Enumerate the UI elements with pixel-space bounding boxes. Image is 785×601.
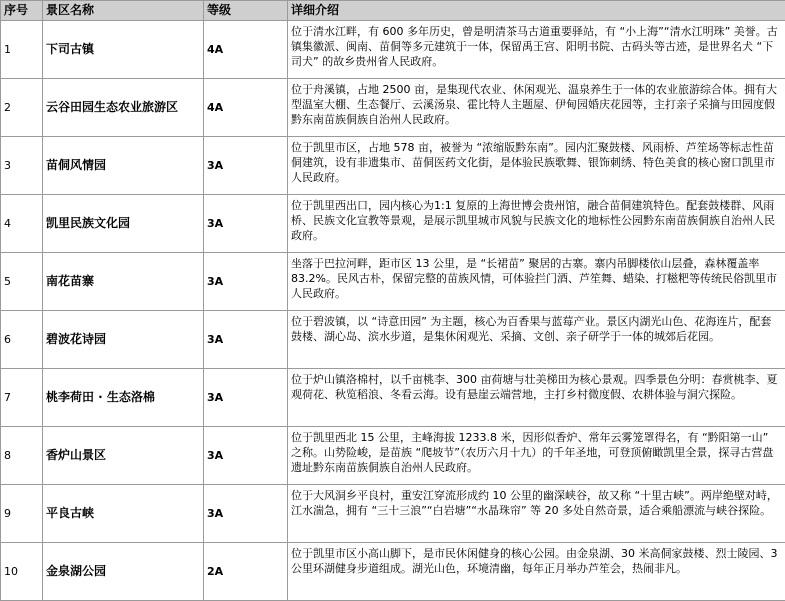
table-row — [1, 137, 785, 195]
row-desc: 位于大风洞乡平良村，重安江穿流形成约 10 公里的幽深峡谷，故又称 “十里古峡”。两岸绝壁对峙，江水湍急，拥有 “三十三浪”“白岩塘”“水晶珠帘” 等 20 多处自然奇景，适合乘船漂流与峡谷探险。 — [288, 485, 785, 543]
row-name: 南花苗寨 — [43, 253, 204, 311]
row-desc: 位于凯里西出口，园内核心为1:1 复原的上海世博会贵州馆，融合苗侗建筑特色。配套鼓楼群、风雨桥、民族文化宣教等景观，是展示凯里城市风貌与民族文化的地标性公园黔东南苗族侗族自治州人民政府。 — [288, 195, 785, 253]
row-desc: 位于凯里市区小高山脚下，是市民休闲健身的核心公园。由金泉湖、30 米高侗家鼓楼、烈士陵园、3 公里环湖健身步道组成。湖光山色，环境清幽，每年正月举办芦笙会，热闹非凡。 — [288, 543, 785, 601]
row-grade: 3A — [204, 311, 288, 369]
row-name: 金泉湖公园 — [43, 543, 204, 601]
row-grade: 3A — [204, 137, 288, 195]
row-no: 9 — [1, 485, 43, 543]
row-desc: 位于凯里市区，占地 578 亩，被誉为 “浓缩版黔东南”。园内汇聚鼓楼、风雨桥、芦笙场等标志性苗侗建筑，设有非遗集市、苗侗医药文化街，是体验民族歌舞、银饰刺绣、特色美食的核心窗口凯里市人民政府。 — [288, 137, 785, 195]
row-grade: 3A — [204, 195, 288, 253]
table-row — [1, 79, 785, 137]
table-row — [1, 253, 785, 311]
table-row — [1, 427, 785, 485]
row-no: 1 — [1, 21, 43, 79]
row-grade: 4A — [204, 21, 288, 79]
row-name: 香炉山景区 — [43, 427, 204, 485]
row-grade: 3A — [204, 485, 288, 543]
row-no: 6 — [1, 311, 43, 369]
header-no: 序号 — [1, 1, 43, 21]
row-no: 4 — [1, 195, 43, 253]
header-grade: 等级 — [204, 1, 288, 21]
row-no: 10 — [1, 543, 43, 601]
row-grade: 3A — [204, 369, 288, 427]
row-grade: 4A — [204, 79, 288, 137]
table-header-row — [1, 1, 785, 21]
row-desc: 位于炉山镇洛棉村，以千亩桃李、300 亩荷塘与壮美梯田为核心景观。四季景色分明：春赏桃李、夏观荷花、秋览稻浪、冬看云海。设有悬崖云端营地，主打乡村微度假、农耕体验与洞穴探险。 — [288, 369, 785, 427]
row-no: 7 — [1, 369, 43, 427]
row-no: 8 — [1, 427, 43, 485]
row-desc: 位于凯里西北 15 公里，主峰海拔 1233.8 米，因形似香炉、常年云雾笼罩得名，有 “黔阳第一山” 之称。山势险峻，是苗族 “爬坡节”（农历六月十九）的千年圣地，可登顶俯瞰凯里全景，探寻古营盘遗址黔东南苗族侗族自治州人民政府。 — [288, 427, 785, 485]
row-name: 下司古镇 — [43, 21, 204, 79]
row-name: 苗侗风情园 — [43, 137, 204, 195]
table-row — [1, 21, 785, 79]
header-name: 景区名称 — [43, 1, 204, 21]
row-no: 3 — [1, 137, 43, 195]
table-row — [1, 543, 785, 601]
row-name: 桃李荷田 · 生态洛棉 — [43, 369, 204, 427]
row-name: 凯里民族文化园 — [43, 195, 204, 253]
table-row — [1, 485, 785, 543]
row-grade: 3A — [204, 427, 288, 485]
header-desc: 详细介绍 — [288, 1, 785, 21]
row-grade: 2A — [204, 543, 288, 601]
row-name: 云谷田园生态农业旅游区 — [43, 79, 204, 137]
row-no: 5 — [1, 253, 43, 311]
table-row — [1, 369, 785, 427]
row-desc: 位于舟溪镇，占地 2500 亩，是集现代农业、休闲观光、温泉养生于一体的农业旅游综合体。拥有大型温室大棚、生态餐厅、云溪汤泉、霍比特人主题屋、伊甸园婚庆花园等，主打亲子采摘与田园度假黔东南苗族侗族自治州人民政府。 — [288, 79, 785, 137]
row-desc: 位于碧波镇，以 “诗意田园” 为主题，核心为百香果与蓝莓产业。景区内湖光山色、花海连片，配套鼓楼、湖心岛、滨水步道，是集休闲观光、采摘、文创、亲子研学于一体的城郊后花园。 — [288, 311, 785, 369]
row-name: 平良古峡 — [43, 485, 204, 543]
row-grade: 3A — [204, 253, 288, 311]
table-row — [1, 195, 785, 253]
row-no: 2 — [1, 79, 43, 137]
row-desc: 坐落于巴拉河畔，距市区 13 公里，是 “长裙苗” 聚居的古寨。寨内吊脚楼依山层叠，森林覆盖率 83.2%。民风古朴，保留完整的苗族风情，可体验拦门酒、芦笙舞、蜡染、打糍粑等传统民俗凯里市人民政府。 — [288, 253, 785, 311]
row-name: 碧波花诗园 — [43, 311, 204, 369]
table-row — [1, 311, 785, 369]
row-desc: 位于清水江畔，有 600 多年历史，曾是明清茶马古道重要驿站，有 “小上海”“清水江明珠” 美誉。古镇集徽派、闽南、苗侗等多元建筑于一体，保留禹王宫、阳明书院、古码头等古迹，是世界名犬 “下司犬” 的故乡贵州省人民政府。 — [288, 21, 785, 79]
